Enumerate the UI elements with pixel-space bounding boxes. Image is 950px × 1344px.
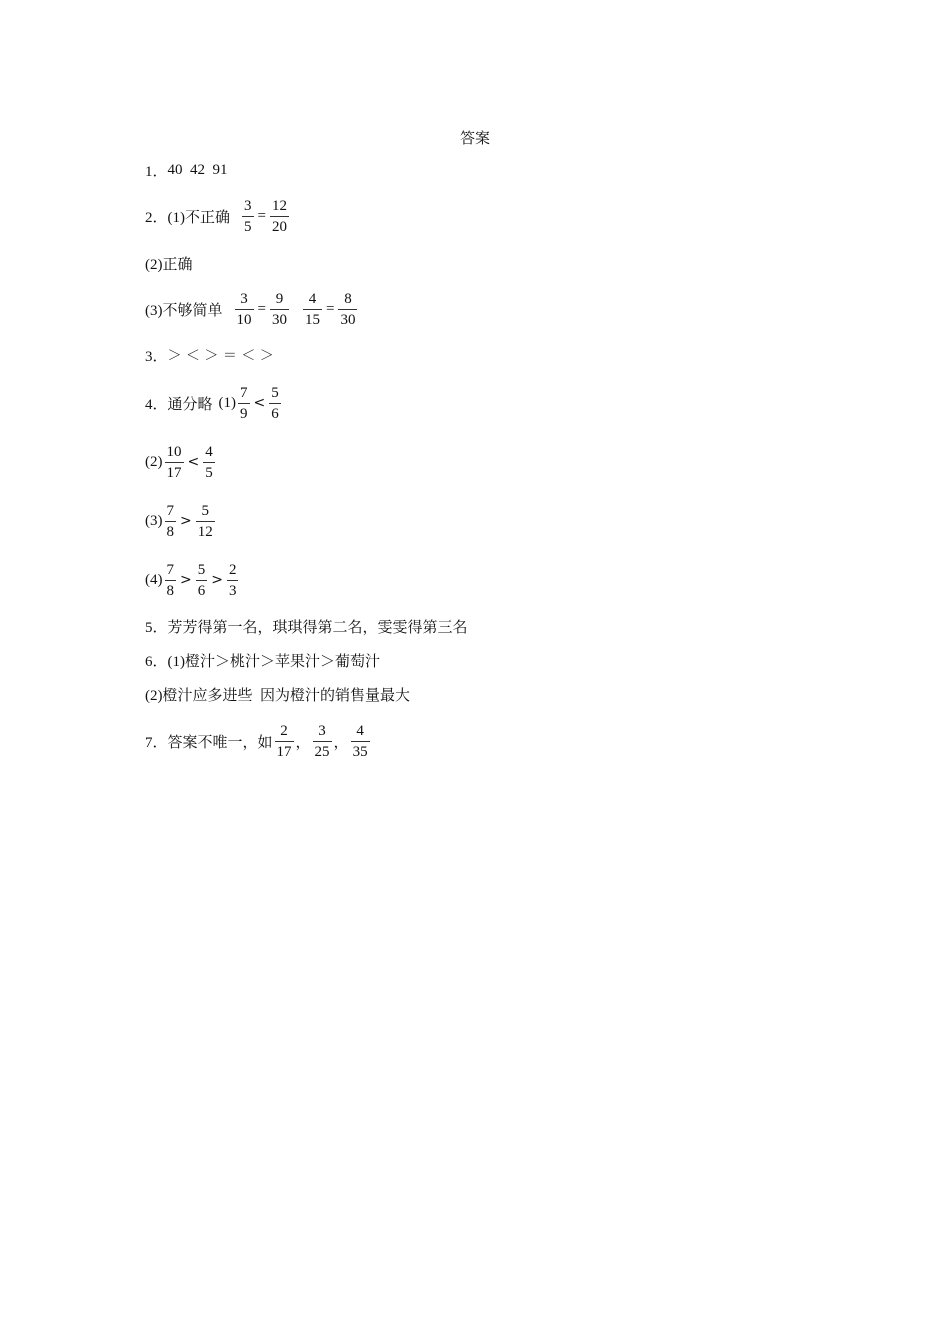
answer-4-part-3 xyxy=(145,502,217,540)
comma: ， xyxy=(333,734,349,751)
answer-5-number: 5． xyxy=(145,619,168,636)
greater-than-sign: > xyxy=(211,572,223,588)
answer-6-part-2 xyxy=(145,684,410,704)
answer-3-symbols: ＞ ＜ ＞ ＝ ＜ ＞ xyxy=(167,348,274,364)
fraction: $\frac{5}{6}$ xyxy=(271,384,279,422)
answer-1-values: 40 42 91 xyxy=(167,161,228,178)
answer-5 xyxy=(145,616,468,636)
fraction: $\frac{7}{8}$ xyxy=(166,561,174,599)
answer-4-part-1-label: (1) xyxy=(218,394,237,411)
answer-1 xyxy=(145,160,228,180)
answer-2-part-2 xyxy=(145,253,193,273)
answer-2-part-3-label: (3)不够简单 xyxy=(145,302,223,319)
answer-4-part-3-label: (3) xyxy=(145,512,163,529)
equals-sign: = xyxy=(325,300,335,317)
answer-4-part-4 xyxy=(145,561,240,599)
answer-4-part-2-label: (2) xyxy=(145,453,163,470)
answer-2-number: 2． xyxy=(145,209,168,226)
fraction: $\frac{4}{15}$ xyxy=(304,290,320,328)
equals-sign: = xyxy=(257,207,266,224)
greater-than-sign: > xyxy=(180,513,192,529)
answer-4-number: 4． xyxy=(145,396,168,413)
answer-6-part-1 xyxy=(145,650,380,670)
answer-6-part-2-text: (2)橙汁应多进些 因为橙汁的销售量最大 xyxy=(145,687,410,704)
fraction: $\frac{10}{17}$ xyxy=(166,443,182,481)
answer-2-part-1 xyxy=(145,197,291,235)
answer-2-part-1-label: (1)不正确 xyxy=(167,209,231,226)
fraction: $\frac{2}{3}$ xyxy=(228,561,237,599)
answer-3 xyxy=(145,345,274,365)
answer-3-number: 3． xyxy=(145,348,168,365)
fraction: $\frac{3}{10}$ xyxy=(236,290,252,328)
fraction: $\frac{7}{8}$ xyxy=(166,502,174,540)
fraction: $\frac{2}{17}$ xyxy=(276,722,292,760)
fraction: $\frac{4}{5}$ xyxy=(205,443,213,481)
answer-7 xyxy=(145,722,372,760)
comma: ， xyxy=(295,734,311,751)
fraction: $\frac{5}{12}$ xyxy=(197,502,213,540)
fraction: $\frac{5}{6}$ xyxy=(197,561,206,599)
less-than-sign: < xyxy=(187,454,200,470)
answer-4-part-2 xyxy=(145,443,217,481)
fraction: $\frac{9}{30}$ xyxy=(271,290,287,328)
answer-4-part-4-label: (4) xyxy=(145,571,163,588)
fraction: $\frac{3}{5}$ xyxy=(244,197,252,235)
answer-7-text: 答案不唯一，如 xyxy=(167,734,273,751)
answer-1-number: 1． xyxy=(145,163,168,180)
fraction: $\frac{4}{35}$ xyxy=(352,722,368,760)
answer-4-intro: 通分略 xyxy=(167,396,213,413)
answer-2-part-2-label: (2)正确 xyxy=(145,256,193,273)
answer-5-text: 芳芳得第一名，琪琪得第二名，雯雯得第三名 xyxy=(167,619,468,636)
answer-2-part-3 xyxy=(145,290,359,328)
answer-6-number: 6． xyxy=(145,653,168,670)
answer-6-part-1-text: (1)橙汁＞桃汁＞苹果汁＞葡萄汁 xyxy=(167,653,381,670)
less-than-sign: < xyxy=(253,395,266,411)
answer-7-number: 7． xyxy=(145,734,168,751)
fraction: $\frac{12}{20}$ xyxy=(271,197,287,235)
fraction: $\frac{7}{9}$ xyxy=(240,384,248,422)
greater-than-sign: > xyxy=(180,572,192,588)
fraction: $\frac{3}{25}$ xyxy=(314,722,330,760)
answer-4-part-1 xyxy=(145,384,283,422)
fraction: $\frac{8}{30}$ xyxy=(340,290,356,328)
answer-title: 答案 xyxy=(459,131,490,147)
equals-sign: = xyxy=(257,300,266,317)
